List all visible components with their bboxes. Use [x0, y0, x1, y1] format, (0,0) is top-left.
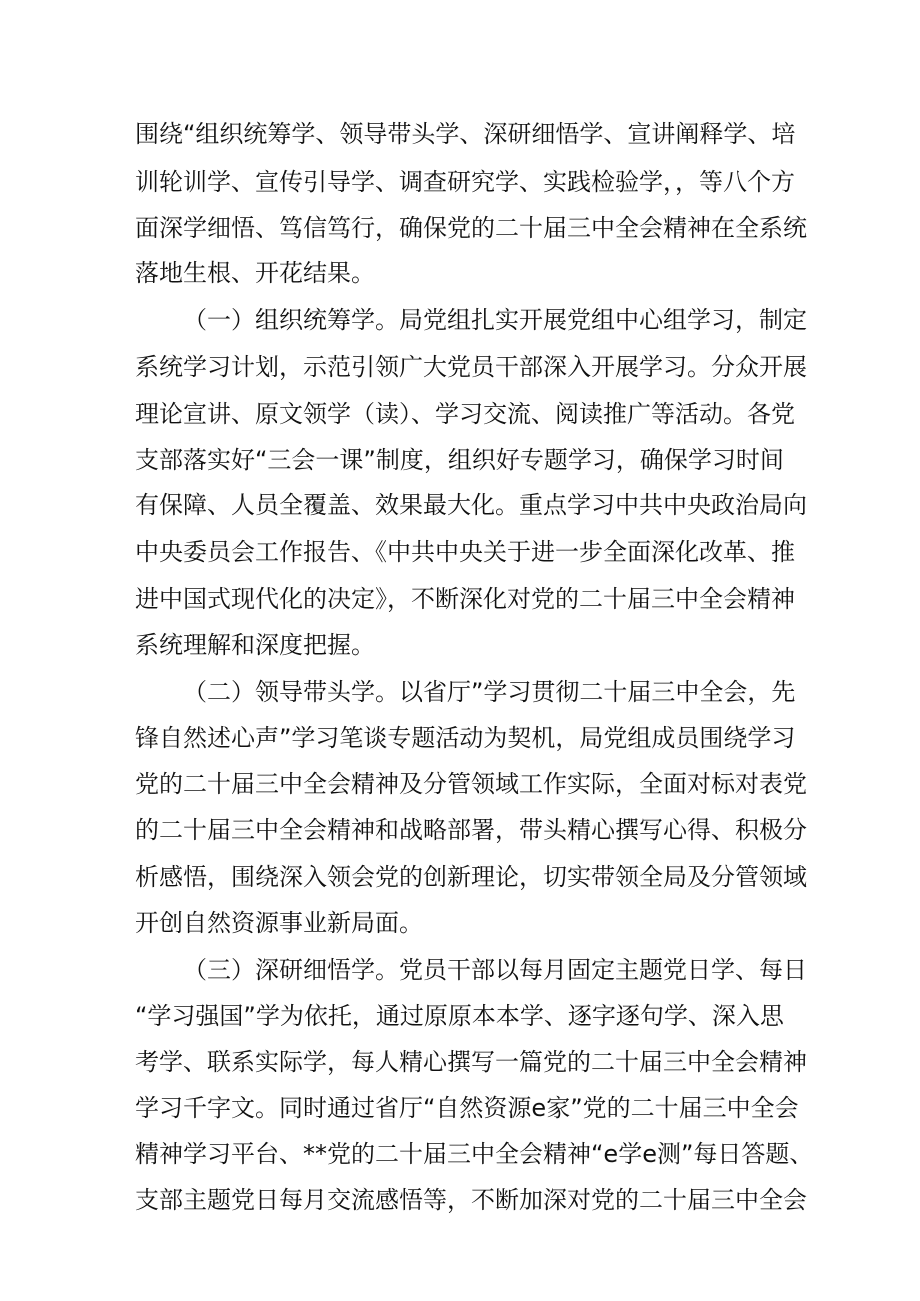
text-line: 的二十届三中全会精神和战略部署，带头精心撰写心得、积极分 — [135, 816, 807, 844]
section-heading-line: （三）深研细悟学。党员干部以每月固定主题党日学、每日 — [183, 956, 807, 984]
text-line: 析感悟，围绕深入领会党的创新理论，切实带领全局及分管领域 — [135, 863, 807, 891]
text-line: 精神学习平台、**党的二十届三中全会精神“e学e测”每日答题、 — [135, 1140, 814, 1168]
text-line: 有保障、人员全覆盖、效果最大化。重点学习中共中央政治局向 — [135, 491, 807, 519]
text-line: 面深学细悟、笃信笃行，确保党的二十届三中全会精神在全系统 — [135, 214, 807, 242]
text-line: 考学、联系实际学，每人精心撰写一篇党的二十届三中全会精神 — [135, 1048, 807, 1076]
text-line: 支部主题党日每月交流感悟等，不断加深对党的二十届三中全会 — [135, 1186, 807, 1214]
text-line: 系统学习计划，示范引领广大党员干部深入开展学习。分众开展 — [135, 353, 807, 381]
text-line: 开创自然资源事业新局面。 — [135, 909, 423, 937]
text-line: 理论宣讲、原文领学（读）、学习交流、阅读推广等活动。各党 — [135, 400, 795, 428]
text-line: 党的二十届三中全会精神及分管领域工作实际，全面对标对表党 — [135, 770, 807, 798]
text-line: 系统理解和深度把握。 — [135, 631, 375, 659]
text-line: 训轮训学、宣传引导学、调查研究学、实践检验学，，等八个方 — [135, 168, 795, 196]
text-line: 进中国式现代化的决定》，不断深化对党的二十届三中全会精神 — [135, 585, 795, 613]
text-line: 支部落实好“三会一课”制度，组织好专题学习，确保学习时间 — [135, 446, 784, 474]
text-line: 学习千字文。同时通过省厅“自然资源e家”党的二十届三中全会 — [135, 1094, 799, 1122]
text-line: 落地生根、开花结果。 — [135, 259, 375, 287]
section-heading-line: （一）组织统筹学。局党组扎实开展党组中心组学习，制定 — [183, 306, 807, 334]
text-line: “学习强国”学为依托，通过原原本本学、逐字逐句学、深入思 — [135, 1002, 784, 1030]
text-line: 锋自然述心声”学习笔谈专题活动为契机，局党组成员围绕学习 — [135, 724, 796, 752]
section-heading-line: （二）领导带头学。以省厅”学习贯彻二十届三中全会，先 — [183, 678, 796, 706]
text-line: 中央委员会工作报告、《中共中央关于进一步全面深化改革、推 — [135, 538, 795, 566]
text-line: 围绕“组织统筹学、领导带头学、深研细悟学、宣讲阐释学、培 — [135, 120, 796, 148]
